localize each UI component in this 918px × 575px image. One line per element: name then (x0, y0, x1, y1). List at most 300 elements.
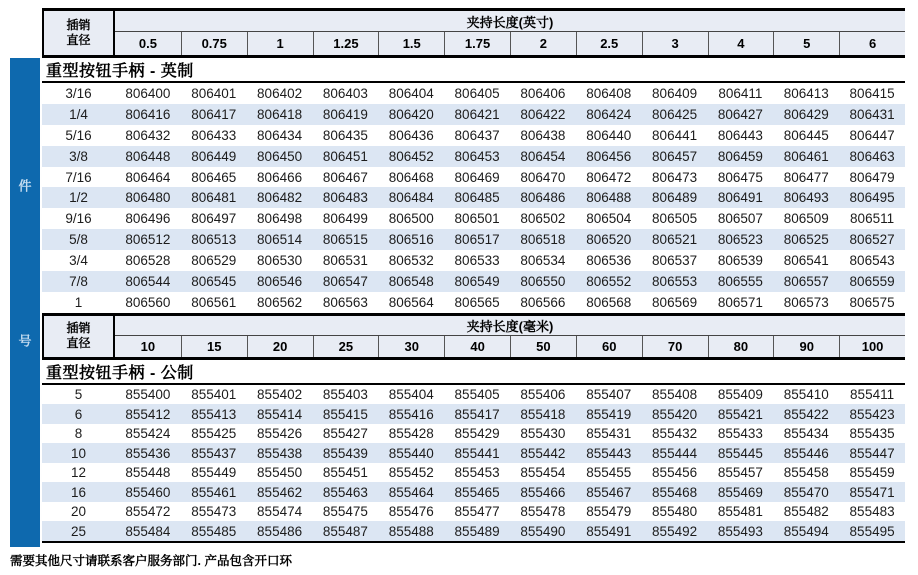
part-number: 806431 (849, 106, 895, 122)
part-number: 806530 (257, 253, 303, 269)
part-number: 855445 (717, 445, 763, 461)
metric-header-block (42, 313, 905, 360)
part-number: 806532 (388, 253, 434, 269)
part-number: 855417 (454, 406, 500, 422)
part-number: 806436 (388, 127, 434, 143)
part-number: 806465 (191, 169, 237, 185)
part-number: 855426 (257, 426, 303, 442)
part-number: 806529 (191, 253, 237, 269)
part-number: 806456 (586, 148, 632, 164)
part-number: 855485 (191, 523, 237, 539)
part-number: 806416 (125, 106, 171, 122)
part-number: 806507 (717, 211, 763, 227)
pin-diameter-value: 1/4 (69, 106, 88, 122)
part-number: 806534 (520, 253, 566, 269)
part-number: 806481 (191, 190, 237, 206)
part-number: 855430 (520, 426, 566, 442)
part-number: 806447 (849, 127, 895, 143)
part-number: 806498 (257, 211, 303, 227)
part-number: 806459 (717, 148, 763, 164)
part-number: 806451 (322, 148, 368, 164)
table-row (42, 104, 905, 125)
table-row (42, 385, 905, 405)
part-number: 855438 (257, 445, 303, 461)
part-number: 806452 (388, 148, 434, 164)
part-number: 806413 (783, 85, 829, 101)
part-number: 806566 (520, 294, 566, 310)
part-number: 806533 (454, 253, 500, 269)
grip-length-col-header: 20 (247, 336, 313, 357)
part-number: 806555 (717, 273, 763, 289)
part-number: 806495 (849, 190, 895, 206)
part-number: 855431 (586, 426, 632, 442)
pin-diameter-value: 7/8 (69, 273, 88, 289)
part-number: 806517 (454, 232, 500, 248)
part-number: 855420 (652, 406, 698, 422)
part-number: 806463 (849, 148, 895, 164)
metric-rows (42, 385, 905, 543)
part-number: 855449 (191, 465, 237, 481)
part-number: 855424 (125, 426, 171, 442)
pin-diameter-value: 5/16 (65, 127, 92, 143)
part-number: 855458 (783, 465, 829, 481)
part-number: 855407 (586, 387, 632, 403)
part-number: 806450 (257, 148, 303, 164)
table-row (42, 229, 905, 250)
part-number: 806561 (191, 294, 237, 310)
part-number: 806523 (717, 232, 763, 248)
part-number: 806499 (322, 211, 368, 227)
part-number: 806443 (717, 127, 763, 143)
part-number: 855494 (783, 523, 829, 539)
imperial-table-section (42, 8, 905, 313)
part-number: 806537 (652, 253, 698, 269)
part-number: 855472 (125, 504, 171, 520)
grip-length-col-header: 1.75 (444, 32, 510, 55)
grip-length-col-header: 30 (378, 336, 444, 357)
part-number: 806546 (257, 273, 303, 289)
part-number: 806403 (322, 85, 368, 101)
part-number: 806406 (520, 85, 566, 101)
part-number: 855474 (257, 504, 303, 520)
part-number: 806473 (652, 169, 698, 185)
part-number: 806511 (850, 211, 895, 227)
part-number: 855435 (849, 426, 895, 442)
part-number: 806565 (454, 294, 500, 310)
pin-diameter-value: 3/8 (69, 148, 88, 164)
sidebar-char-bottom: 号 (18, 333, 32, 349)
part-number: 806552 (586, 273, 632, 289)
part-number: 855473 (191, 504, 237, 520)
part-number: 806432 (125, 127, 171, 143)
part-number: 806543 (849, 253, 895, 269)
table-row (42, 208, 905, 229)
part-number: 855476 (388, 504, 434, 520)
part-number: 806573 (783, 294, 829, 310)
part-number: 806411 (718, 85, 763, 101)
part-number: 806496 (125, 211, 171, 227)
part-number: 806483 (322, 190, 368, 206)
part-number: 806571 (717, 294, 763, 310)
part-number: 806437 (454, 127, 500, 143)
pin-diameter-value: 5 (74, 387, 83, 403)
part-number: 806575 (849, 294, 895, 310)
part-number: 806562 (257, 294, 303, 310)
part-number: 855466 (520, 484, 566, 500)
part-number: 855453 (454, 465, 500, 481)
part-number: 806453 (454, 148, 500, 164)
pin-diameter-header (42, 316, 115, 357)
section-title-imperial: 重型按钮手柄 - 英制 (42, 58, 905, 83)
part-number: 806497 (191, 211, 237, 227)
grip-length-col-header: 60 (576, 336, 642, 357)
table-row (42, 146, 905, 167)
part-number: 806468 (388, 169, 434, 185)
part-number: 806440 (586, 127, 632, 143)
grip-length-col-header: 100 (839, 336, 905, 357)
table-row (42, 292, 905, 313)
part-number: 806470 (520, 169, 566, 185)
part-number: 855439 (322, 445, 368, 461)
part-number: 806557 (783, 273, 829, 289)
part-number: 806539 (717, 253, 763, 269)
pin-diameter-value: 12 (70, 465, 87, 481)
part-number: 806548 (388, 273, 434, 289)
pin-diameter-value: 10 (70, 445, 87, 461)
sidebar-char-top: 件 (18, 178, 32, 194)
metric-table-section (42, 313, 905, 543)
part-number: 855460 (125, 484, 171, 500)
part-number: 806527 (849, 232, 895, 248)
part-number: 806504 (586, 211, 632, 227)
part-number: 855490 (520, 523, 566, 539)
part-number: 855400 (125, 387, 171, 403)
part-number: 855446 (783, 445, 829, 461)
grip-length-col-header: 2.5 (576, 32, 642, 55)
grip-length-col-header: 40 (444, 336, 510, 357)
part-number: 855481 (717, 504, 763, 520)
part-number: 855488 (388, 523, 434, 539)
part-number: 855448 (125, 465, 171, 481)
part-number: 855447 (849, 445, 895, 461)
grip-length-col-header: 1.5 (378, 32, 444, 55)
part-number: 806518 (520, 232, 566, 248)
part-number: 806427 (717, 106, 763, 122)
grip-length-col-header: 4 (708, 32, 774, 55)
part-number: 855412 (125, 406, 171, 422)
part-number: 855465 (454, 484, 500, 500)
part-number: 806560 (125, 294, 171, 310)
pin-diameter-value: 3/16 (65, 85, 92, 101)
pin-diameter-value: 7/16 (65, 169, 92, 185)
part-number: 806435 (322, 127, 368, 143)
part-number: 855436 (125, 445, 171, 461)
part-number: 806469 (454, 169, 500, 185)
grip-length-col-header: 1 (247, 32, 313, 55)
part-number: 855404 (388, 387, 434, 403)
part-number: 855486 (257, 523, 303, 539)
part-number: 806559 (849, 273, 895, 289)
part-number: 855401 (191, 387, 237, 403)
part-number: 855480 (652, 504, 698, 520)
table-row (42, 187, 905, 208)
table-row (42, 482, 905, 502)
pin-diameter-value: 16 (70, 484, 87, 500)
part-number: 855468 (652, 484, 698, 500)
part-number: 855475 (322, 504, 368, 520)
part-number: 806493 (783, 190, 829, 206)
part-number: 806489 (652, 190, 698, 206)
part-number: 855443 (586, 445, 632, 461)
part-number: 855470 (783, 484, 829, 500)
part-number: 855456 (652, 465, 698, 481)
part-number: 806415 (849, 85, 895, 101)
part-number: 806402 (257, 85, 303, 101)
part-number: 806434 (257, 127, 303, 143)
part-number: 855421 (717, 406, 763, 422)
part-number: 806505 (652, 211, 698, 227)
part-number: 855441 (454, 445, 500, 461)
part-number: 855416 (388, 406, 434, 422)
part-number: 855479 (586, 504, 632, 520)
grip-length-col-header: 80 (708, 336, 774, 357)
footer-note: 需要其他尺寸请联系客户服务部门. 产品包含开口环 (10, 554, 292, 568)
part-number: 806528 (125, 253, 171, 269)
table-row (42, 443, 905, 463)
part-number: 855493 (717, 523, 763, 539)
part-number: 855427 (322, 426, 368, 442)
part-number: 806425 (652, 106, 698, 122)
part-number: 806409 (652, 85, 698, 101)
part-number: 855433 (717, 426, 763, 442)
part-number: 806418 (257, 106, 303, 122)
part-number: 806509 (783, 211, 829, 227)
part-number: 855411 (850, 387, 895, 403)
part-number: 806448 (125, 148, 171, 164)
part-number: 806467 (322, 169, 368, 185)
part-number: 806541 (783, 253, 829, 269)
grip-length-col-header: 90 (773, 336, 839, 357)
part-number: 855419 (586, 406, 632, 422)
pin-diameter-header-line2: 直径 (66, 33, 91, 47)
part-number: 806486 (520, 190, 566, 206)
part-number: 806520 (586, 232, 632, 248)
part-number: 855489 (454, 523, 500, 539)
part-number: 806544 (125, 273, 171, 289)
part-number: 806429 (783, 106, 829, 122)
part-number: 806480 (125, 190, 171, 206)
table-row (42, 125, 905, 146)
part-number: 806488 (586, 190, 632, 206)
part-number: 806424 (586, 106, 632, 122)
part-number: 806438 (520, 127, 566, 143)
pin-diameter-value: 6 (74, 406, 83, 422)
grip-length-col-header: 25 (313, 336, 379, 357)
pin-diameter-header-line1: 插销 (66, 18, 91, 32)
pin-diameter-value: 3/4 (69, 253, 88, 269)
part-number-sidebar (10, 58, 40, 547)
part-number: 855437 (191, 445, 237, 461)
pin-diameter-value: 1 (74, 294, 83, 310)
part-number: 806420 (388, 106, 434, 122)
part-number: 806568 (586, 294, 632, 310)
grip-length-col-header: 6 (839, 32, 905, 55)
part-number: 855444 (652, 445, 698, 461)
part-number: 806445 (783, 127, 829, 143)
imperial-header-block (42, 8, 905, 58)
part-number: 855471 (849, 484, 895, 500)
pin-diameter-value: 8 (74, 426, 83, 442)
part-number: 855418 (520, 406, 566, 422)
part-number: 806475 (717, 169, 763, 185)
part-number: 855495 (849, 523, 895, 539)
part-number: 806466 (257, 169, 303, 185)
part-number: 855467 (586, 484, 632, 500)
pin-diameter-value: 1/2 (69, 190, 88, 206)
table-row (42, 463, 905, 483)
part-number: 806417 (191, 106, 237, 122)
part-number: 855464 (388, 484, 434, 500)
part-number: 855403 (322, 387, 368, 403)
part-number: 855409 (717, 387, 763, 403)
part-number: 855402 (257, 387, 303, 403)
pin-diameter-value: 25 (70, 523, 87, 539)
table-row (42, 424, 905, 444)
part-number: 806485 (454, 190, 500, 206)
grip-length-col-header: 0.5 (138, 36, 157, 51)
part-number: 806457 (652, 148, 698, 164)
part-number: 855478 (520, 504, 566, 520)
part-number: 806547 (322, 273, 368, 289)
part-number: 855462 (257, 484, 303, 500)
part-number: 806549 (454, 273, 500, 289)
part-number: 855451 (322, 465, 368, 481)
part-number: 806400 (125, 85, 171, 101)
table-row (42, 404, 905, 424)
grip-length-col-header: 2 (510, 32, 576, 55)
part-number: 806502 (520, 211, 566, 227)
part-number: 806515 (322, 232, 368, 248)
part-number: 855428 (388, 426, 434, 442)
part-number: 855487 (322, 523, 368, 539)
grip-length-col-header: 50 (510, 336, 576, 357)
part-number: 806514 (257, 232, 303, 248)
grip-length-col-header: 3 (642, 32, 708, 55)
table-row (42, 521, 905, 541)
part-number: 806516 (388, 232, 434, 248)
part-number: 806408 (586, 85, 632, 101)
pin-diameter-value: 20 (70, 504, 87, 520)
part-number: 855477 (454, 504, 500, 520)
pin-diameter-header-line1: 插销 (66, 321, 91, 336)
grip-length-col-header: 10 (140, 338, 156, 354)
grip-length-col-header: 5 (773, 32, 839, 55)
grip-length-col-header: 0.75 (181, 32, 247, 55)
part-number: 806545 (191, 273, 237, 289)
part-number: 806521 (652, 232, 698, 248)
part-number: 855410 (783, 387, 829, 403)
part-number: 806525 (783, 232, 829, 248)
part-number: 806441 (652, 127, 698, 143)
pin-diameter-value: 5/8 (69, 232, 88, 248)
part-number: 855413 (191, 406, 237, 422)
part-number: 855469 (717, 484, 763, 500)
part-number: 855434 (783, 426, 829, 442)
part-number: 806482 (257, 190, 303, 206)
part-number: 806553 (652, 273, 698, 289)
table-row (42, 271, 905, 292)
part-number: 806513 (191, 232, 237, 248)
part-number: 855452 (388, 465, 434, 481)
part-number: 806472 (586, 169, 632, 185)
part-number: 855457 (717, 465, 763, 481)
part-number: 855408 (652, 387, 698, 403)
part-number: 855461 (191, 484, 237, 500)
part-number: 806563 (322, 294, 368, 310)
part-number: 806433 (191, 127, 237, 143)
pin-diameter-value: 9/16 (65, 211, 92, 227)
pin-diameter-header-line2: 直径 (66, 336, 91, 351)
part-number: 855415 (322, 406, 368, 422)
part-number: 806454 (520, 148, 566, 164)
grip-length-col-header: 15 (181, 336, 247, 357)
part-number: 855463 (322, 484, 368, 500)
part-number: 806500 (388, 211, 434, 227)
part-number: 855492 (652, 523, 698, 539)
grip-length-col-header: 70 (642, 336, 708, 357)
part-number: 855484 (125, 523, 171, 539)
part-number: 855440 (388, 445, 434, 461)
part-number: 855414 (257, 406, 303, 422)
part-number: 855450 (257, 465, 303, 481)
pin-diameter-header (42, 11, 115, 55)
part-number: 855459 (849, 465, 895, 481)
part-number: 806491 (717, 190, 763, 206)
part-number: 855454 (520, 465, 566, 481)
part-number: 806405 (454, 85, 500, 101)
table-row (42, 250, 905, 271)
part-number: 855455 (586, 465, 632, 481)
part-number: 855482 (783, 504, 829, 520)
table-row (42, 83, 905, 104)
part-number: 855422 (783, 406, 829, 422)
part-number: 806464 (125, 169, 171, 185)
part-number: 855406 (520, 387, 566, 403)
part-number: 806569 (652, 294, 698, 310)
part-number: 855491 (586, 523, 632, 539)
part-number: 806449 (191, 148, 237, 164)
part-number: 806421 (454, 106, 500, 122)
table-row (42, 167, 905, 188)
part-number: 855432 (652, 426, 698, 442)
part-number: 806401 (191, 85, 237, 101)
part-number: 855423 (849, 406, 895, 422)
grip-length-header-mm: 夹持长度(毫米) (115, 316, 905, 336)
part-number: 855442 (520, 445, 566, 461)
catalog-table (42, 8, 905, 543)
part-number: 855425 (191, 426, 237, 442)
part-number: 806531 (322, 253, 368, 269)
part-number: 806501 (454, 211, 500, 227)
part-number: 806422 (520, 106, 566, 122)
section-title-metric: 重型按钮手柄 - 公制 (42, 360, 905, 385)
part-number: 806484 (388, 190, 434, 206)
imperial-rows (42, 83, 905, 313)
part-number: 806477 (783, 169, 829, 185)
grip-length-col-header: 1.25 (313, 32, 379, 55)
part-number: 855429 (454, 426, 500, 442)
part-number: 806512 (125, 232, 171, 248)
